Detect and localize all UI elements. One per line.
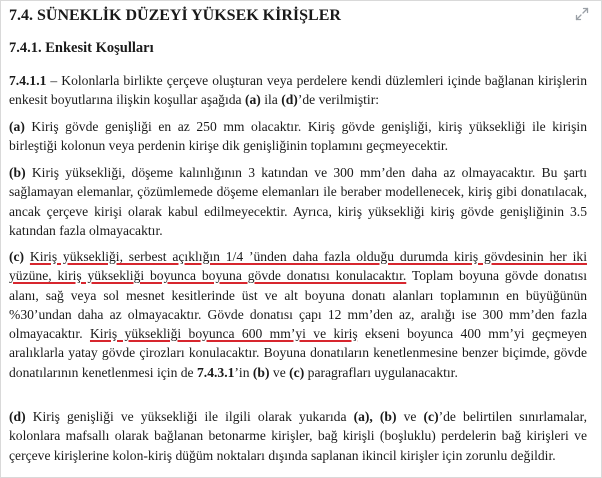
intro-text-b: ila xyxy=(260,92,282,108)
item-d-text-1: Kiriş genişliği ve yüksekliği ile ilgili olarak yukarıda xyxy=(25,409,354,424)
expand-icon[interactable] xyxy=(575,7,589,21)
item-c-text-3: ’in xyxy=(234,364,253,380)
intro-mark-d: (d) xyxy=(281,92,298,108)
item-b-text: Kiriş yüksekliği, döşeme kalınlığının 3 katından ve 300 mm’den daha az olmayacaktır. Bu şartı sağlamayan elemanlar, çözümlemede döşeme elemanları ile beraber modellenecek, kiriş gibi donatılacak, ancak çerçeve kirişi olarak kabul edilmeyecektir. Ayrıca, kiriş yüksekliği kiriş gövde genişliğinin 3.5 katından fazla olmayacaktır. xyxy=(9,165,587,238)
item-c-text-1: Toplam boyuna gövde donatısı alanı, sağ veya sol mesnet kesitlerinde üst ve alt boyuna donatı alanları toplamının en büyüğünün %30’undan daha az olmayacaktır. Gövde donatısı çapı 12 mm’den az, aralığı ise 300 mm’den fazla olmayacaktır. xyxy=(9,268,587,342)
item-c-paragraph xyxy=(9,247,587,382)
section-subheading: 7.4.1. Enkesit Koşulları xyxy=(9,40,154,56)
item-d-label: (d) xyxy=(9,409,26,424)
item-c-text-5: paragrafları uygulanacaktır. xyxy=(304,364,458,380)
item-d-paragraph xyxy=(9,407,587,465)
section-heading: 7.4. SÜNEKLİK DÜZEYİ YÜKSEK KİRİŞLER xyxy=(9,7,341,24)
item-c-mark-c: (c) xyxy=(289,364,305,380)
item-d-text-3: ’de belirtilen sınırlamalar, kolonlara mafsallı olarak bağlanan betonarme kirişler, bağ kirişli (boşluklu) perdelerin bağ kirişleri ve çerçeve kirişlerine kolon-kiriş düğüm noktaları dışında saplanan ikincil kirişler için zorunlu değildir. xyxy=(9,409,587,463)
item-c-label: (c) xyxy=(9,249,25,264)
item-b-label: (b) xyxy=(9,165,26,180)
item-c-mark-b: (b) xyxy=(252,364,270,380)
item-b-paragraph xyxy=(9,163,587,240)
item-a-label: (a) xyxy=(9,119,25,134)
item-c-text-4: ve xyxy=(269,364,290,380)
intro-paragraph xyxy=(9,71,587,110)
item-c-underlined-1: Kiriş yüksekliği, serbest açıklığın 1/4 ’ünden daha fazla olduğu durumda kiriş gövdesinin her iki yüzüne, kiriş yüksekliği boyunca boyuna gövde donatısı konulacaktır. xyxy=(9,249,587,284)
intro-text-c: ’de verilmiştir: xyxy=(297,92,379,108)
item-d-mark-c: (c) xyxy=(423,409,439,424)
item-a-text: Kiriş gövde genişliği en az 250 mm olacaktır. Kiriş gövde genişliği, kiriş yüksekliği ile kirişin birleştiği kolonun veya perdenin kirişe dik genişliğinin toplamını geçmeyecektir. xyxy=(9,119,587,154)
intro-text-a: – Kolonlarla birlikte çerçeve oluşturan veya perdelere kendi düzlemleri içinde bağlanan kirişlerin enkesit boyutlarına ilişkin koşullar aşağıda xyxy=(9,73,587,108)
item-c-text-2: ekseni boyunca 400 mm’yi geçmeyen aralıklarla yatay gövde çirozları konulacaktır. Boyuna donatıların kenetlenmesine benzer biçimde, gövde donatılarının kenetlenmesi için de xyxy=(9,326,587,380)
intro-mark-a: (a) xyxy=(244,92,261,108)
item-d-mark-a: (a), xyxy=(353,409,373,424)
intro-ref: 7.4.1.1 xyxy=(9,73,47,88)
item-a-paragraph xyxy=(9,117,587,156)
item-c-underlined-2: Kiriş yüksekliği boyunca 600 mm’yi ve kiriş xyxy=(89,326,358,342)
item-c-ref: 7.4.3.1 xyxy=(197,364,235,380)
item-d-text-2: ve xyxy=(396,409,424,424)
item-d-mark-b: (b) xyxy=(379,409,397,424)
